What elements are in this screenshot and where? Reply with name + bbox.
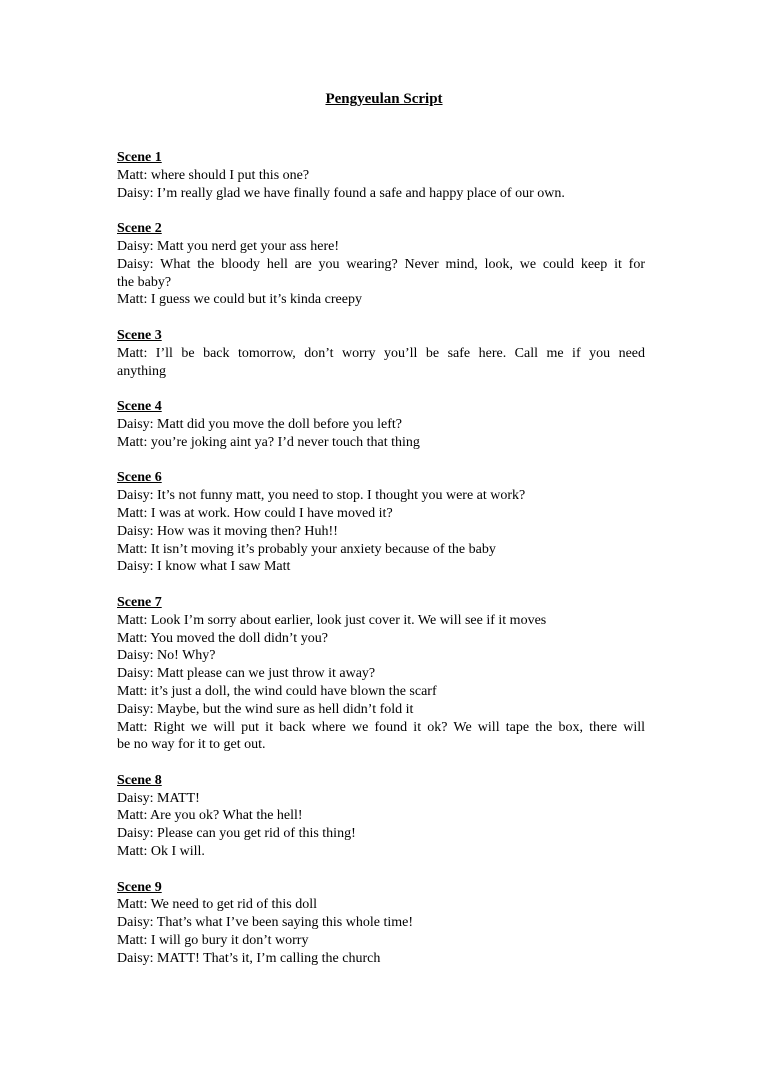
dialogue-line-continuation: the baby?	[117, 274, 172, 290]
dialogue-line: Daisy: I’m really glad we have finally found a safe and happy place of our own.	[117, 185, 565, 201]
dialogue-line: Matt: Ok I will.	[117, 844, 205, 860]
script-body	[117, 149, 645, 985]
dialogue-line: Matt: You moved the doll didn’t you?	[117, 630, 328, 646]
scene-heading: Scene 6	[117, 470, 162, 486]
dialogue-line: Matt: We need to get rid of this doll	[117, 897, 318, 913]
dialogue-line: Daisy: Maybe, but the wind sure as hell didn’t fold it	[117, 701, 414, 717]
dialogue-line: Daisy: Matt you nerd get your ass here!	[117, 238, 339, 254]
dialogue-line: Daisy: No! Why?	[117, 648, 216, 664]
dialogue-line: Matt: I was at work. How could I have moved it?	[117, 505, 393, 521]
scene-block	[117, 879, 645, 968]
dialogue-line: Matt: Are you ok? What the hell!	[117, 808, 303, 824]
dialogue-line: Daisy: Please can you get rid of this thing!	[117, 826, 356, 842]
scene-block	[117, 469, 645, 576]
dialogue-line: Matt: I will go bury it don’t worry	[117, 933, 309, 949]
dialogue-line-continuation: be no way for it to get out.	[117, 737, 266, 753]
dialogue-line: Daisy: How was it moving then? Huh!!	[117, 523, 338, 539]
dialogue-line: Daisy: That’s what I’ve been saying this whole time!	[117, 915, 414, 931]
scene-heading: Scene 8	[117, 772, 162, 788]
scene-heading: Scene 4	[117, 399, 162, 415]
dialogue-line: Daisy: Matt did you move the doll before you left?	[117, 416, 402, 432]
dialogue-line: Daisy: It’s not funny matt, you need to stop. I thought you were at work?	[117, 488, 526, 504]
scene-block	[117, 327, 645, 380]
scene-heading: Scene 7	[117, 594, 162, 610]
dialogue-line: Matt: Right we will put it back where we found it ok? We will tape the box, there will	[117, 719, 645, 735]
scene-heading: Scene 9	[117, 879, 162, 895]
scene-heading: Scene 2	[117, 221, 162, 237]
dialogue-line: Matt: I’ll be back tomorrow, don’t worry you’ll be safe here. Call me if you need	[117, 345, 645, 361]
dialogue-line: Matt: it’s just a doll, the wind could have blown the scarf	[117, 683, 437, 699]
dialogue-line: Matt: you’re joking aint ya? I’d never touch that thing	[117, 434, 420, 450]
dialogue-line: Daisy: Matt please can we just throw it away?	[117, 666, 376, 682]
dialogue-line: Daisy: What the bloody hell are you wearing? Never mind, look, we could keep it for	[117, 256, 645, 272]
scene-block	[117, 220, 645, 309]
scene-heading: Scene 1	[117, 150, 162, 165]
scene-block	[117, 398, 645, 451]
scene-block	[117, 772, 645, 861]
scene-block	[117, 594, 645, 754]
dialogue-line: Daisy: I know what I saw Matt	[117, 559, 291, 575]
dialogue-line: Matt: I guess we could but it’s kinda creepy	[117, 292, 362, 308]
document-title: Pengyeulan Script	[325, 91, 443, 107]
dialogue-line: Daisy: MATT!	[117, 790, 200, 806]
dialogue-line: Matt: where should I put this one?	[117, 167, 310, 183]
scene-block	[117, 149, 645, 202]
dialogue-line: Matt: It isn’t moving it’s probably your anxiety because of the baby	[117, 541, 496, 557]
dialogue-line: Matt: Look I’m sorry about earlier, look just cover it. We will see if it moves	[117, 612, 547, 628]
scene-heading: Scene 3	[117, 327, 162, 343]
dialogue-line: Daisy: MATT! That’s it, I’m calling the church	[117, 950, 381, 966]
dialogue-line-continuation: anything	[117, 363, 166, 379]
